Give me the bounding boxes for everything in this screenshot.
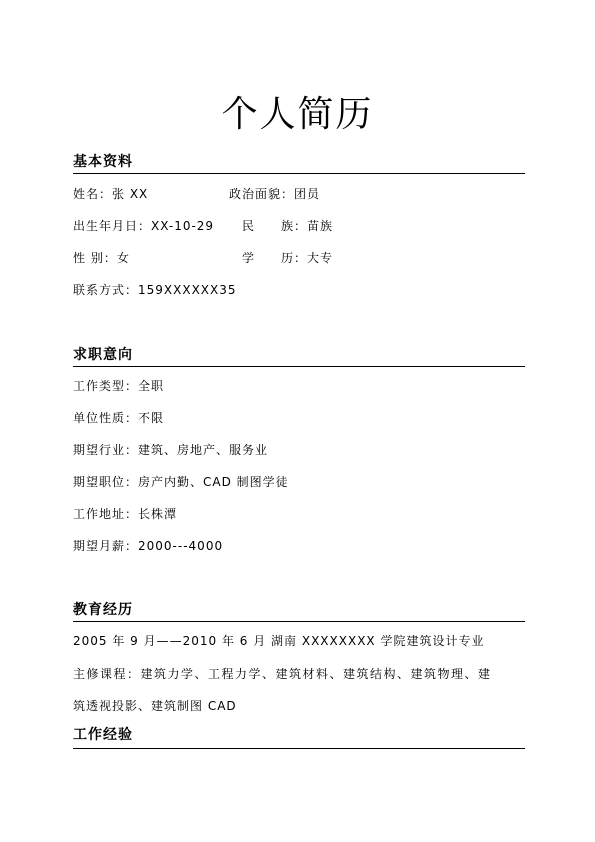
intent-row-position (73, 474, 289, 490)
field-education-value: 大专 (307, 251, 334, 265)
field-gender-value: 女 (116, 251, 130, 265)
field-name (73, 186, 148, 202)
section-heading-work: 工作经验 (73, 727, 133, 743)
section-heading-basic: 基本资料 (73, 154, 133, 170)
field-name-label: 姓名： (73, 187, 113, 201)
section-divider-basic (73, 173, 525, 174)
intent-row-value: 不限 (138, 411, 165, 425)
section-divider-education (73, 621, 525, 622)
page-title: 个人简历 (221, 94, 374, 135)
intent-row-location (73, 506, 177, 522)
field-education-label-a: 学 (242, 251, 256, 265)
intent-row-salary (73, 538, 223, 554)
intent-row-label: 期望月薪： (73, 539, 139, 553)
intent-row-label: 工作类型： (73, 379, 139, 393)
field-birth (73, 218, 214, 234)
field-gender-label: 性 别： (73, 251, 117, 265)
intent-row-job-type (73, 378, 164, 394)
field-politics-value: 团员 (294, 187, 321, 201)
education-period: 2005 年 9 月——2010 年 6 月 湖南 XXXXXXXX 学院建筑设计专业 (73, 634, 485, 648)
intent-row-value: 建筑、房地产、服务业 (138, 443, 269, 457)
field-education-label-b: 历： (281, 251, 308, 265)
education-courses-line-2: 筑透视投影、建筑制图 CAD (73, 699, 237, 713)
field-ethnic-label-b: 族： (281, 219, 308, 233)
intent-row-value: 全职 (138, 379, 165, 393)
intent-row-label: 期望行业： (73, 443, 139, 457)
field-contact (73, 282, 237, 298)
intent-row-value: 长株潭 (138, 507, 178, 521)
field-politics (229, 186, 320, 202)
intent-row-value: 房产内勤、CAD 制图学徒 (138, 475, 289, 489)
intent-row-label: 工作地址： (73, 507, 139, 521)
field-ethnic (242, 218, 333, 234)
intent-row-label: 期望职位： (73, 475, 139, 489)
field-name-value: 张 XX (112, 187, 149, 201)
intent-row-value: 2000---4000 (138, 539, 224, 553)
field-birth-label: 出生年月日： (73, 219, 152, 233)
field-birth-value: XX-10-29 (151, 219, 215, 233)
section-heading-education: 教育经历 (73, 602, 133, 618)
education-courses-line-1: 主修课程：建筑力学、工程力学、建筑材料、建筑结构、建筑物理、建 (73, 667, 492, 681)
field-gender (73, 250, 130, 266)
field-education-level (242, 250, 333, 266)
field-ethnic-value: 苗族 (307, 219, 334, 233)
intent-row-company-type (73, 410, 164, 426)
intent-row-industry (73, 442, 268, 458)
field-ethnic-label-a: 民 (242, 219, 256, 233)
field-politics-label: 政治面貌： (229, 187, 295, 201)
intent-row-label: 单位性质： (73, 411, 139, 425)
section-divider-intent (73, 366, 525, 367)
section-heading-intent: 求职意向 (73, 347, 133, 363)
section-divider-work (73, 748, 525, 749)
field-contact-label: 联系方式： (73, 283, 139, 297)
field-contact-value: 159XXXXXX35 (138, 283, 237, 297)
